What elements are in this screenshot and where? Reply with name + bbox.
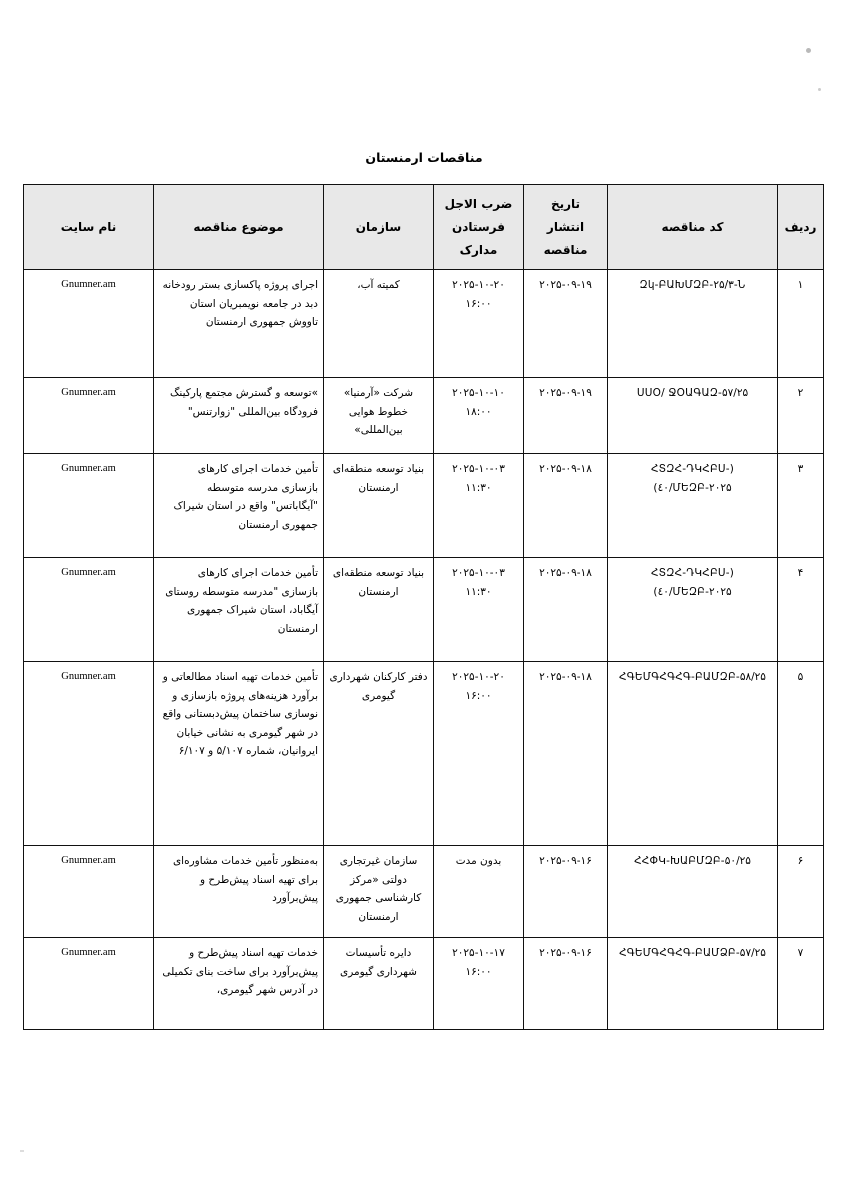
cell-subject: اجرای پروژه پاکسازی بستر رودخانه دبد در جامعه نویمبریان استان تاووش جمهوری ارمنستان [154, 270, 324, 378]
cell-subject: تأمین خدمات اجرای کارهای بازسازی مدرسه متوسطه "آیگاباتس" واقع در استان شیراک جمهوری ارمنستان [154, 454, 324, 558]
table-row [24, 558, 824, 662]
header-line: تاریخ [550, 197, 581, 211]
cell-row-number: ۵ [778, 662, 824, 846]
column-header-row: ردیف [778, 185, 824, 270]
cell-subject: تأمین خدمات تهیه اسناد مطالعاتی و برآورد هزینه‌های پروژه بازسازی و نوسازی ساختمان پیش‌دبستانی واقع در شهر گیومری به نشانی خیابان ایروانیان، شماره ۵/۱۰۷ و ۶/۱۰۷ [154, 662, 324, 846]
table-row [24, 938, 824, 1030]
column-header-publish-date [524, 185, 608, 270]
table-row [24, 270, 824, 378]
column-header-organization: سازمان [324, 185, 434, 270]
table-row [24, 846, 824, 938]
cell-deadline [434, 270, 524, 378]
column-header-subject: موضوع مناقصه [154, 185, 324, 270]
cell-row-number: ۷ [778, 938, 824, 1030]
cell-tender-code: ՀՀՓԿ-ԽԱԲՄԶԲ-۵۰/۲۵ [608, 846, 778, 938]
table-row [24, 662, 824, 846]
cell-publish-date: ۲۰۲۵-۰۹-۱۸ [524, 558, 608, 662]
column-header-deadline [434, 185, 524, 270]
cell-publish-date: ۲۰۲۵-۰۹-۱۸ [524, 454, 608, 558]
cell-organization: بنیاد توسعه منطقه‌ای ارمنستان [324, 558, 434, 662]
deadline-date: ۲۰۲۵-۱۰-۰۳ [452, 567, 505, 580]
header-line: ضرب الاجل [444, 197, 513, 211]
scan-artifact [20, 1150, 24, 1152]
scan-artifact [818, 88, 821, 91]
cell-tender-code: ՍՍՕ/ ՋՕԱԳԱԶ-۵۷/۲۵ [608, 378, 778, 454]
cell-row-number: ۶ [778, 846, 824, 938]
cell-deadline [434, 846, 524, 938]
cell-row-number: ۲ [778, 378, 824, 454]
cell-subject: »توسعه و گسترش مجتمع پارکینگ فرودگاه بین‌المللی "زوارتنس" [154, 378, 324, 454]
cell-row-number: ۴ [778, 558, 824, 662]
cell-subject: خدمات تهیه اسناد پیش‌طرح و پیش‌برآورد برای ساخت بنای تکمیلی در آدرس شهر گیومری، [154, 938, 324, 1030]
cell-deadline [434, 378, 524, 454]
cell-organization: کمیته آب، [324, 270, 434, 378]
deadline-date: ۲۰۲۵-۱۰-۲۰ [452, 279, 505, 292]
deadline-time: ۱۱:۳۰ [465, 481, 492, 494]
table-body [24, 270, 824, 1030]
header-line: فرستادن [452, 219, 505, 234]
cell-publish-date: ۲۰۲۵-۰۹-۱۸ [524, 662, 608, 846]
cell-site: Gnumner.am [24, 938, 154, 1030]
cell-row-number: ۱ [778, 270, 824, 378]
cell-tender-code: (ՀՏԶՀ-ԴԿՀԲՍ-ՄԵԶԲ-۲۰۲۵/٤۰) [608, 454, 778, 558]
cell-organization: سازمان غیرتجاری دولتی «مرکز کارشناسی جمهوری ارمنستان [324, 846, 434, 938]
cell-site: Gnumner.am [24, 846, 154, 938]
deadline-date: ۲۰۲۵-۱۰-۱۰ [452, 387, 505, 400]
deadline-time: ۱۱:۳۰ [465, 585, 492, 598]
cell-site: Gnumner.am [24, 662, 154, 846]
cell-publish-date: ۲۰۲۵-۰۹-۱۹ [524, 378, 608, 454]
cell-deadline [434, 662, 524, 846]
cell-organization: دفتر کارکنان شهرداری گیومری [324, 662, 434, 846]
table-row [24, 378, 824, 454]
cell-deadline [434, 938, 524, 1030]
cell-tender-code: Զկ-ԲԱԽՄԶԲ-۲۵/۳-Ն [608, 270, 778, 378]
header-line: مدارک [459, 242, 498, 257]
cell-site: Gnumner.am [24, 558, 154, 662]
scan-artifact [806, 48, 811, 53]
cell-publish-date: ۲۰۲۵-۰۹-۱۶ [524, 846, 608, 938]
cell-subject: به‌منظور تأمین خدمات مشاوره‌ای برای تهیه اسناد پیش‌طرح و پیش‌برآورد [154, 846, 324, 938]
cell-publish-date: ۲۰۲۵-۰۹-۱۶ [524, 938, 608, 1030]
cell-row-number: ۳ [778, 454, 824, 558]
cell-deadline [434, 558, 524, 662]
deadline-time: ۱۸:۰۰ [465, 405, 492, 418]
cell-tender-code: ՀԳԵՄԳՀԳՀԳ-ԲԱՄՁԲ-۵۷/۲۵ [608, 938, 778, 1030]
header-line: انتشار [546, 219, 585, 234]
cell-organization: بنیاد توسعه منطقه‌ای ارمنستان [324, 454, 434, 558]
cell-organization: دایره تأسیسات شهرداری گیومری [324, 938, 434, 1030]
deadline-date: ۲۰۲۵-۱۰-۱۷ [452, 947, 505, 960]
deadline-time: ۱۶:۰۰ [465, 297, 492, 310]
page-title: مناقصات ارمنستان [365, 150, 483, 165]
deadline-time: ۱۶:۰۰ [465, 689, 492, 702]
cell-publish-date: ۲۰۲۵-۰۹-۱۹ [524, 270, 608, 378]
cell-site: Gnumner.am [24, 454, 154, 558]
column-header-site: نام سایت [24, 185, 154, 270]
cell-deadline [434, 454, 524, 558]
table-header [24, 185, 824, 270]
cell-organization: شرکت «آرمنیا» خطوط هوایی بین‌المللی» [324, 378, 434, 454]
deadline-date: بدون مدت [455, 855, 502, 868]
deadline-date: ۲۰۲۵-۱۰-۰۳ [452, 463, 505, 476]
tenders-table [23, 184, 824, 1030]
deadline-time: ۱۶:۰۰ [465, 965, 492, 978]
header-line: مناقصه [543, 242, 588, 257]
cell-site: Gnumner.am [24, 270, 154, 378]
deadline-date: ۲۰۲۵-۱۰-۲۰ [452, 671, 505, 684]
table-row [24, 454, 824, 558]
table-header-row [24, 185, 824, 270]
cell-tender-code: ՀԳԵՄԳՀԳՀԳ-ԲԱՄԶԲ-۵۸/۲۵ [608, 662, 778, 846]
column-header-code: کد مناقصه [608, 185, 778, 270]
cell-site: Gnumner.am [24, 378, 154, 454]
cell-subject: تأمین خدمات اجرای کارهای بازسازی "مدرسه متوسطه روستای آیگاباد، استان شیراک جمهوری ارمنستان [154, 558, 324, 662]
cell-tender-code: (ՀՏԶՀ-ԴԿՀԲՍ-ՄԵԶԲ-۲۰۲۵/٤۰) [608, 558, 778, 662]
